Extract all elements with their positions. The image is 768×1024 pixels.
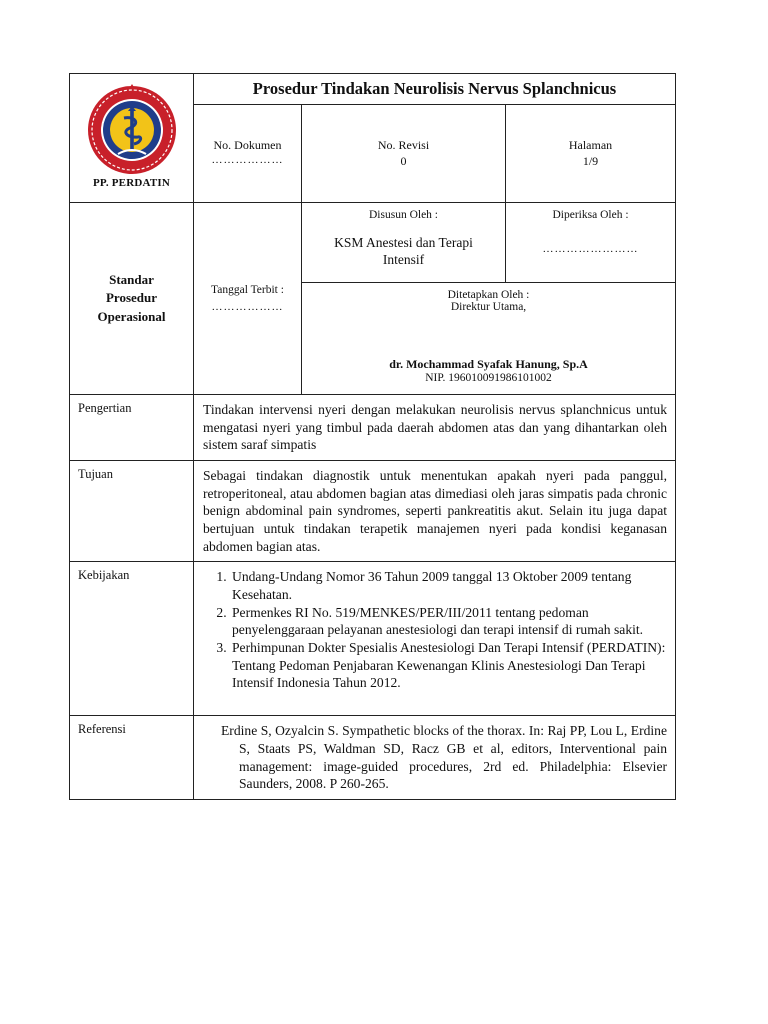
kebijakan-list xyxy=(203,568,667,692)
checked-by-cell xyxy=(506,203,676,283)
approved-by-name: dr. Mochammad Syafak Hanung, Sp.A xyxy=(389,357,588,371)
checked-by-label: Diperiksa Oleh : xyxy=(552,209,629,221)
perdatin-logo xyxy=(84,82,180,178)
prepared-by-label: Disusun Oleh : xyxy=(369,209,438,221)
prepared-by-cell xyxy=(302,203,506,283)
kebijakan-cell xyxy=(194,562,676,716)
document-title: Prosedur Tindakan Neurolisis Nervus Splanchnicus xyxy=(194,74,676,105)
doc-number-value: ……………… xyxy=(211,154,284,167)
approved-by-role: Direktur Utama, xyxy=(450,301,527,313)
page-cell xyxy=(506,105,676,203)
list-item: 1. Undang-Undang Nomor 36 Tahun 2009 tanggal 13 Oktober 2009 tentang Kesehatan. xyxy=(230,568,667,603)
approved-by-label: Ditetapkan Oleh : xyxy=(447,289,530,301)
logo-cell xyxy=(70,74,194,203)
sop-label-line2: Prosedur xyxy=(105,290,158,306)
list-item: 3. Perhimpunan Dokter Spesialis Anestesiologi Dan Terapi Intensif (PERDATIN): Tentang Pedoman Penjabaran Kewenangan Klinis Anestesiologi Dan Terapi Intensif Indonesia Tahun 2012. xyxy=(230,639,667,692)
referensi-label: Referensi xyxy=(70,716,194,800)
doc-number-cell xyxy=(194,105,302,203)
page-label: Halaman xyxy=(568,138,613,152)
issue-date-label: Tanggal Terbit : xyxy=(211,283,284,296)
sop-label-line3: Operasional xyxy=(97,308,166,324)
sop-label-cell xyxy=(70,203,194,395)
sop-document xyxy=(69,73,675,800)
issue-date-cell xyxy=(194,203,302,395)
referensi-text: Erdine S, Ozyalcin S. Sympathetic blocks of the thorax. In: Raj PP, Lou L, Erdine S, Staats PS, Waldman SD, Racz GB et al, editors, Interventional pain management: image-guided procedures, 2rd ed. Philadelphia: Elsevier Saunders, 2008. P 260-265. xyxy=(221,723,668,792)
approved-by-cell xyxy=(302,283,676,395)
referensi-cell xyxy=(194,716,676,800)
revision-cell xyxy=(302,105,506,203)
tujuan-label: Tujuan xyxy=(70,461,194,562)
org-name: PP. PERDATIN xyxy=(93,177,170,189)
revision-label: No. Revisi xyxy=(377,138,430,152)
list-item: 2. Permenkes RI No. 519/MENKES/PER/III/2011 tentang pedoman penyelenggaraan pelayanan anestesiologi dan terapi intensif di rumah sakit. xyxy=(230,604,667,639)
kebijakan-label: Kebijakan xyxy=(70,562,194,716)
prepared-by-value: KSM Anestesi dan Terapi Intensif xyxy=(334,235,473,267)
tujuan-text: Sebagai tindakan diagnostik untuk menentukan apakah nyeri pada panggul, retroperitoneal, atau abdomen bagian atas dimediasi oleh jaras simpatis pada chronic benign abdominal pain syndromes, seperti pankreatitis akut. Selain itu juga dapat bertujuan untuk tindakan terapetik manajemen nyeri pada kondisi keganasan abdomen bagian atas. xyxy=(194,461,676,562)
sop-table xyxy=(69,73,676,800)
issue-date-value: ……………… xyxy=(211,300,284,313)
revision-value: 0 xyxy=(400,154,407,169)
pengertian-text: Tindakan intervensi nyeri dengan melakukan neurolisis nervus splanchnicus untuk mengatasi nyeri yang timbul pada daerah abdomen atas dan yang dihantarkan oleh sistem saraf simpatis xyxy=(194,395,676,461)
pengertian-label: Pengertian xyxy=(70,395,194,461)
doc-number-label: No. Dokumen xyxy=(213,138,282,152)
page-value: 1/9 xyxy=(582,154,599,169)
approved-by-nip: NIP. 196010091986101002 xyxy=(425,372,552,384)
sop-label-line1: Standar xyxy=(109,272,154,288)
checked-by-value: …………………… xyxy=(542,243,639,255)
